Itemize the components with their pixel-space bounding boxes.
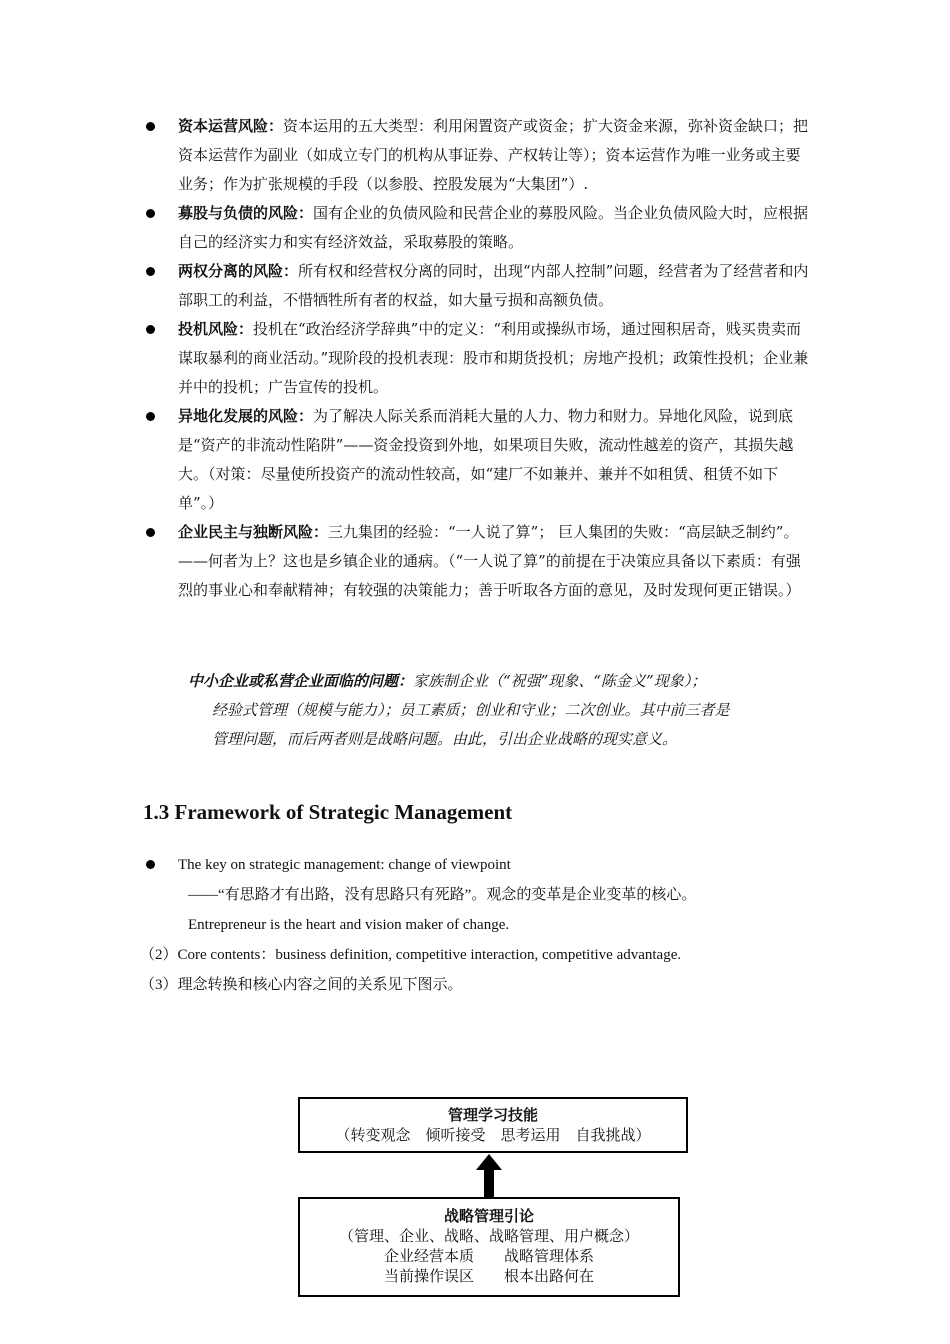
list-item (140, 402, 810, 518)
box-title: 管理学习技能 (447, 1106, 538, 1124)
framework-section (140, 850, 840, 1000)
strategy-intro-box (298, 1197, 680, 1297)
bullet-icon (146, 267, 155, 276)
box-title: 战略管理引论 (443, 1207, 534, 1225)
risk-list (140, 112, 810, 605)
risk-text: 所有权和经营权分离的同时，出现“内部人控制”问题，经营者为了经营者和内部职工的利益，不惜牺牲所有者的权益，如大量亏损和高额负债。 (178, 262, 809, 309)
quote-line: ——“有思路才有出路，没有思路只有死路”。观念的变革是企业变革的核心。 (188, 887, 697, 903)
note-term: 中小企业或私营企业面临的问题： (188, 672, 414, 690)
risk-term: 募股与负债的风险： (178, 204, 314, 222)
list-item (140, 518, 810, 605)
risk-text: 资本运用的五大类型：利用闲置资产或资金；扩大资金来源，弥补资金缺口；把资本运营作为副业（如成立专门的机构从事证券、产权转让等）；资本运营作为唯一业务或主要业务；作为扩张规模的手段（以参股、控股发展为“大集团”）. (178, 117, 809, 193)
risk-term: 异地化发展的风险： (178, 407, 314, 425)
risk-text: 为了解决人际关系而消耗大量的人力、物力和财力。异地化风险，说到底是“资产的非流动性陷阱”——资金投资到外地，如果项目失败，流动性越差的资产，其损失越大。（对策：尽量使所投资产的流动性较高，如“建厂不如兼并、兼并不如租赁、租赁不如下单”。） (178, 407, 794, 512)
risk-term: 资本运营风险： (178, 117, 284, 135)
risk-term: 企业民主与独断风险： (178, 523, 329, 541)
bullet-icon (146, 860, 155, 869)
key-statement: The key on strategic management: change of viewpoint (178, 857, 511, 873)
list-item (140, 315, 810, 402)
bullet-icon (146, 528, 155, 537)
bullet-icon (146, 325, 155, 334)
bullet-icon (146, 412, 155, 421)
risk-term: 两权分离的风险： (178, 262, 299, 280)
risk-text: 国有企业的负债风险和民营企业的募股风险。当企业负债风险大时，应根据自己的经济实力和实有经济效益，采取募股的策略。 (178, 204, 809, 251)
risk-text: 三九集团的经验：“一人说了算”； 巨人集团的失败：“高层缺乏制约”。——何者为上？这也是乡镇企业的通病。（“一人说了算”的前提在于决策应具备以下素质：有强烈的事业心和奉献精神；有较强的决策能力；善于听取各方面的意见，及时发现何更正错误。） (178, 523, 801, 599)
note-line: 经验式管理（规模与能力）；员工素质；创业和守业；二次创业。其中前三者是 (212, 701, 730, 719)
list-item (140, 850, 840, 880)
up-arrow-icon (476, 1154, 502, 1198)
note-line: 家族制企业（“祝强”现象、“陈金义”现象）； (413, 672, 707, 690)
entrepreneur-line: Entrepreneur is the heart and vision maker of change. (188, 917, 510, 933)
section-heading: 1.3 Framework of Strategic Management (143, 800, 513, 824)
box-subtitle: （管理、企业、战略、战略管理、用户概念） (338, 1227, 639, 1245)
bullet-icon (146, 122, 155, 131)
management-skills-box (298, 1097, 688, 1153)
list-item (140, 112, 810, 199)
box-line: 企业经营本质 战略管理体系 (383, 1247, 594, 1265)
core-contents-line: （2）Core contents：business definition, competitive interaction, competitive advantage. (140, 947, 682, 963)
list-item (140, 257, 810, 315)
sme-problems-note (188, 667, 808, 754)
risk-text: 投机在“政治经济学辞典”中的定义：“利用或操纵市场，通过囤积居奇，贱买贵卖而谋取暴利的商业活动。”现阶段的投机表现：股市和期货投机；房地产投机；政策性投机；企业兼并中的投机；广告宣传的投机。 (178, 320, 809, 396)
risk-term: 投机风险： (178, 320, 254, 338)
note-line: 管理问题，而后两者则是战略问题。由此，引出企业战略的现实意义。 (212, 730, 678, 748)
relation-line: （3）理念转换和核心内容之间的关系见下图示。 (140, 977, 463, 993)
box-line: 当前操作误区 根本出路何在 (383, 1267, 594, 1285)
box-subtitle: （转变观念 倾听接受 思考运用 自我挑战） (335, 1126, 651, 1144)
list-item (140, 199, 810, 257)
bullet-icon (146, 209, 155, 218)
